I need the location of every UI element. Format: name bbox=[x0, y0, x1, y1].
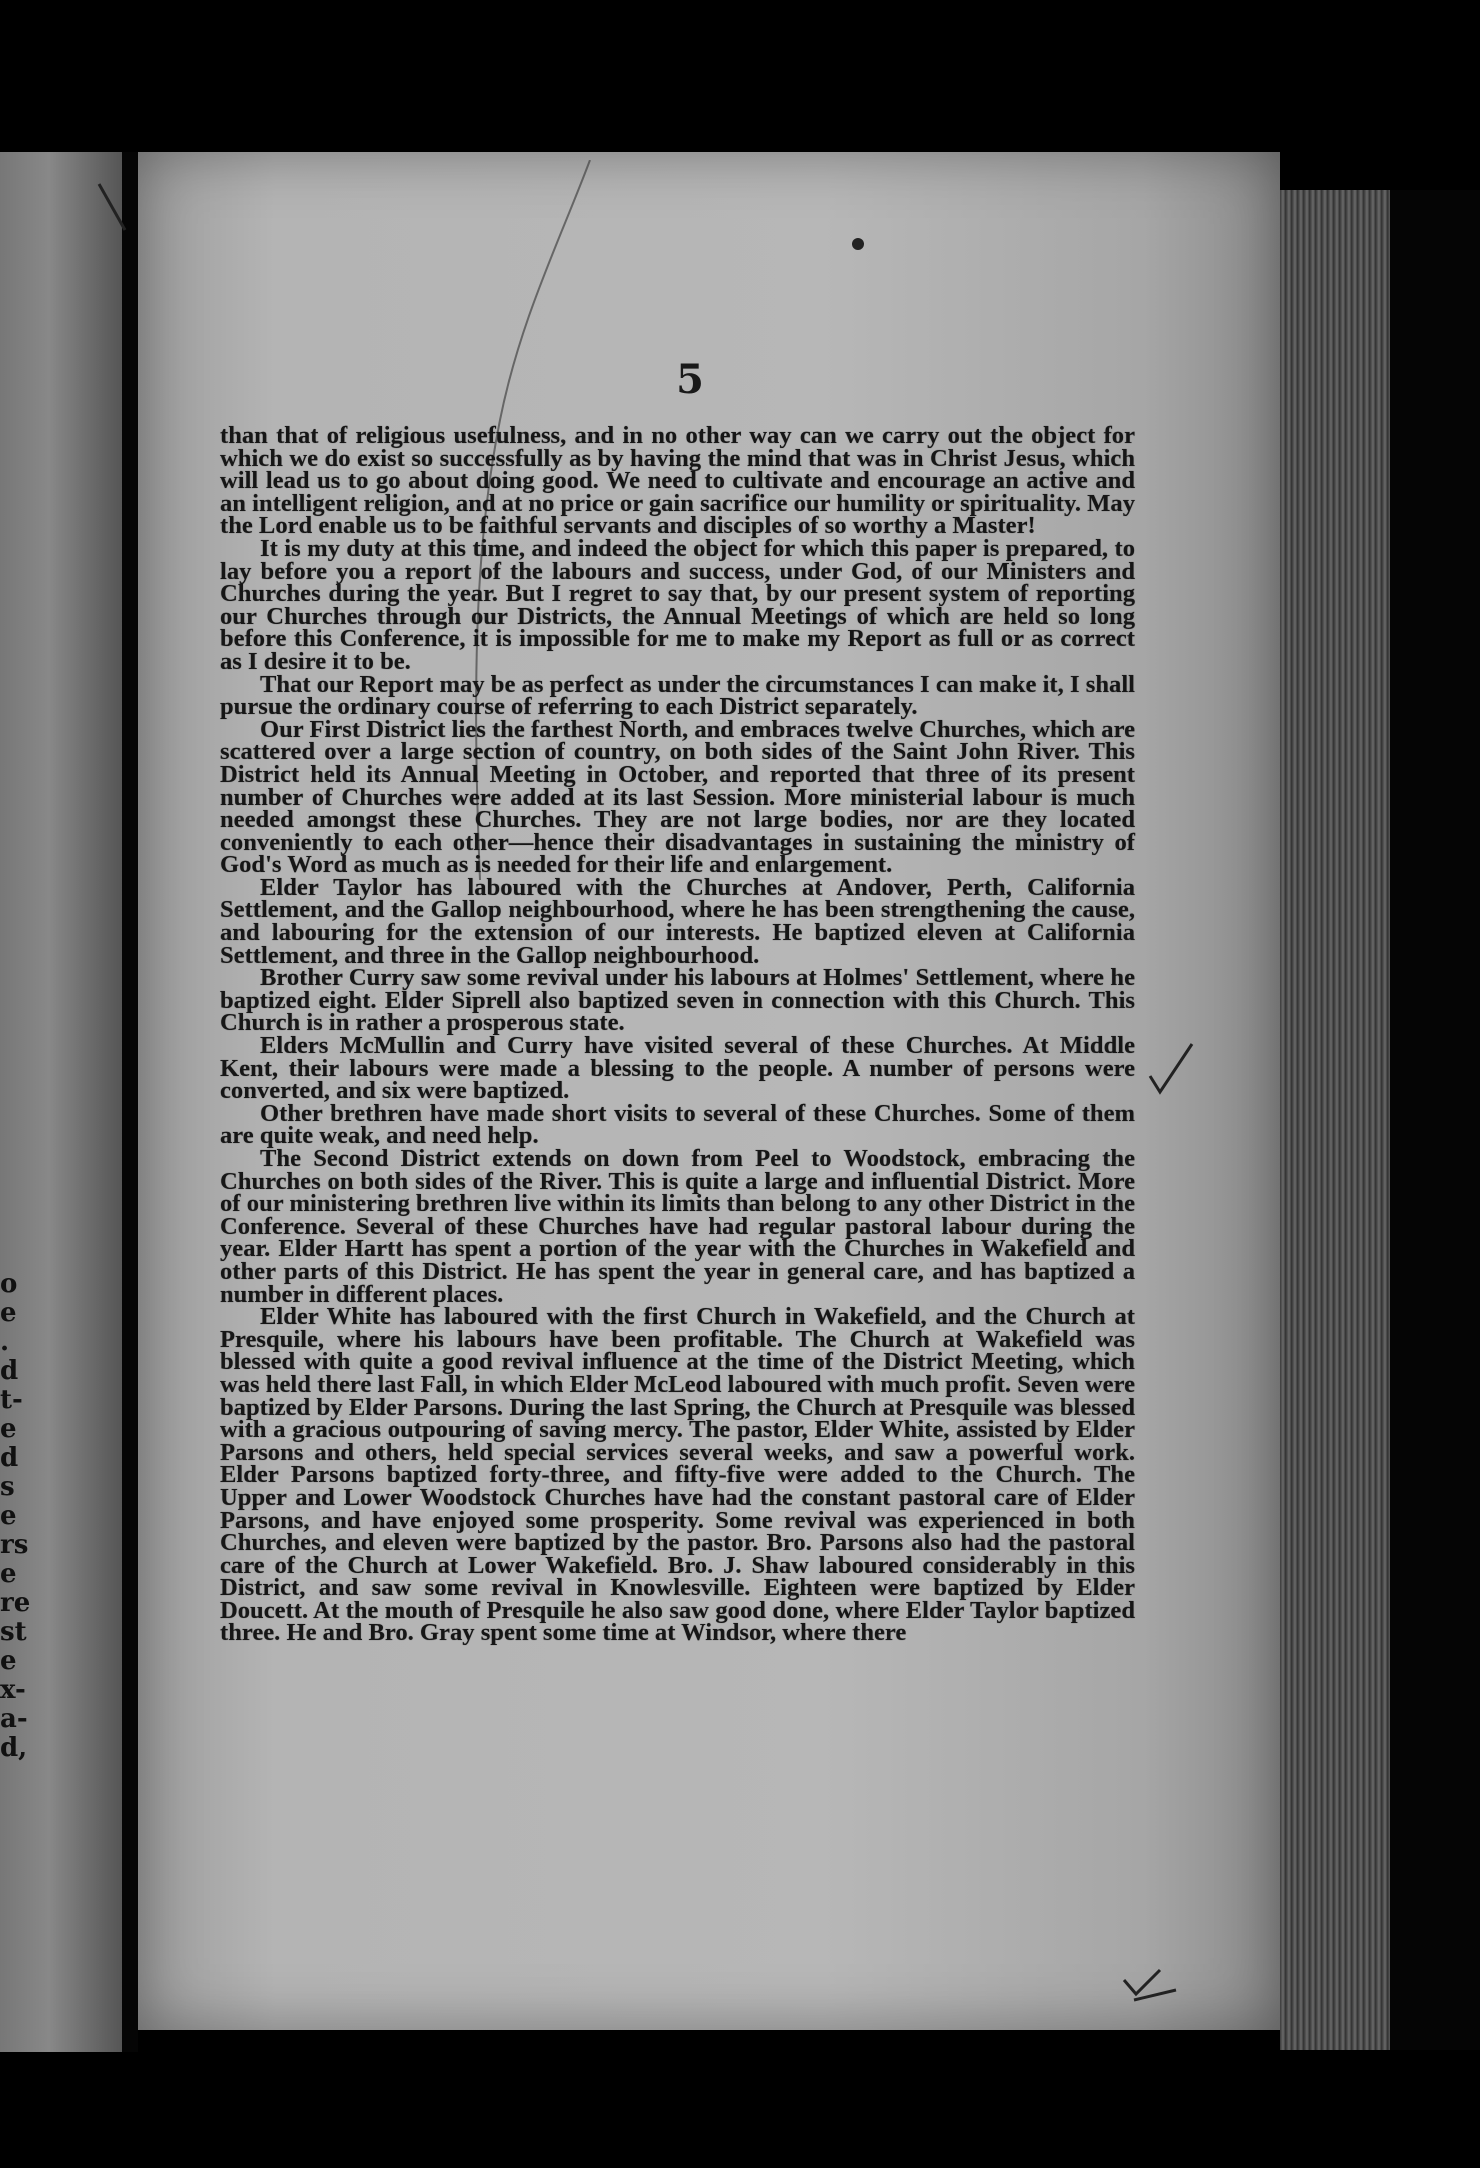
check-mark-icon bbox=[1146, 1040, 1196, 1100]
paragraph: Our First District lies the farthest North, and embraces twelve Churches, which are scattered over a large section of country, on both sides of the Saint John River. This District held its Annual Meeting in October, and reported that three of its present number of Churches were added at its last Session. More ministerial labour is much needed amongst these Churches. They are not large bodies, nor are they located conveniently to each other—hence their disadvantages in sustaining the ministry of God's Word as much as is needed for their life and enlargement. bbox=[220, 715, 1135, 879]
book-gutter bbox=[122, 152, 138, 2052]
paragraph: That our Report may be as perfect as under the circumstances I can make it, I shall pursue the ordinary course of referring to each District separately. bbox=[220, 670, 1135, 721]
left-page-text-fragments: o e . d t- e d s e rs e re st e x- a- d, bbox=[0, 1269, 31, 1763]
left-facing-page bbox=[0, 152, 122, 2052]
paragraph: Elders McMullin and Curry have visited several of these Churches. At Middle Kent, their labours were made a blessing to the people. A number of persons were converted, and six were baptized. bbox=[220, 1032, 1135, 1105]
page-body-text bbox=[220, 422, 1135, 1647]
paragraph: Other brethren have made short visits to several of these Churches. Some of them are quite weak, and need help. bbox=[220, 1099, 1135, 1150]
paragraph: The Second District extends on down from Peel to Woodstock, embracing the Churches on both sides of the River. This is quite a large and influential District. More of our ministering brethren live within its limits than belong to any other District in the Conference. Several of these Churches have had regular pastoral labour during the year. Elder Hartt has spent a portion of the year with the Churches in Wakefield and other parts of this District. He has spent the year in general care, and has baptized a number in different places. bbox=[220, 1145, 1135, 1308]
paragraph: It is my duty at this time, and indeed the object for which this paper is prepared, to lay before you a report of the labours and success, under God, of our Ministers and Churches during the year. But I regret to say that, by our present system of reporting our Churches through our Districts, the Annual Meetings of which are held so long before this Conference, it is impossible for me to make my Report as full or as correct as I desire it to be. bbox=[220, 534, 1135, 675]
scan-background bbox=[1390, 190, 1480, 2050]
top-left-pencil-mark bbox=[95, 180, 135, 240]
ink-spot-mark bbox=[846, 232, 870, 256]
paragraph: Elder White has laboured with the first Church in Wakefield, and the Church at Presquile, where his labours have been profitable. The Church at Wakefield was blessed with quite a good revival influence at the time of the District Meeting, which was held there last Fall, in which Elder McLeod laboured with much profit. Seven were baptized by Elder Parsons. During the last Spring, the Church at Presquile was blessed with a gracious outpouring of saving mercy. The pastor, Elder White, assisted by Elder Parsons and others, held special services several weeks, and saw a powerful work. Elder Parsons baptized forty-three, and fifty-five were added to the Church. The Upper and Lower Woodstock Churches have had the constant pastoral care of Elder Parsons, and have enjoyed some prosperity. Some revival was experienced in both Churches, and eleven were baptized by the pastor. Bro. Parsons also had the pastoral care of the Church at Lower Wakefield. Bro. J. Shaw laboured considerably in this District, and saw some revival in Knowlesville. Eighteen were baptized by Elder Doucett. At the mouth of Presquile he also saw good done, where Elder Taylor baptized three. He and Bro. Gray spent some time at Windsor, where there bbox=[220, 1303, 1135, 1647]
paragraph: Brother Curry saw some revival under his labours at Holmes' Settlement, where he baptized eight. Elder Siprell also baptized seven in connection with this Church. This Church is in rather a prosperous state. bbox=[220, 964, 1135, 1037]
paragraph: than that of religious usefulness, and in no other way can we carry out the object for which we do exist so successfully as by having the mind that was in Christ Jesus, which will lead us to go about doing good. We need to cultivate and encourage an active and an intelligent religion, and at no price or gain sacrifice our humility or spirituality. May the Lord enable us to be faithful servants and disciples of so worthy a Master! bbox=[220, 422, 1135, 540]
page-number: 5 bbox=[676, 356, 704, 403]
paragraph: Elder Taylor has laboured with the Churches at Andover, Perth, California Settlement, and the Gallop neighbourhood, where he has been strengthening the cause, and labouring for the extension of our interests. He baptized eleven at California Settlement, and three in the Gallop neighbourhood. bbox=[220, 873, 1135, 969]
page-stack-edge bbox=[1280, 190, 1390, 2050]
check-mark-icon bbox=[1120, 1960, 1180, 2010]
